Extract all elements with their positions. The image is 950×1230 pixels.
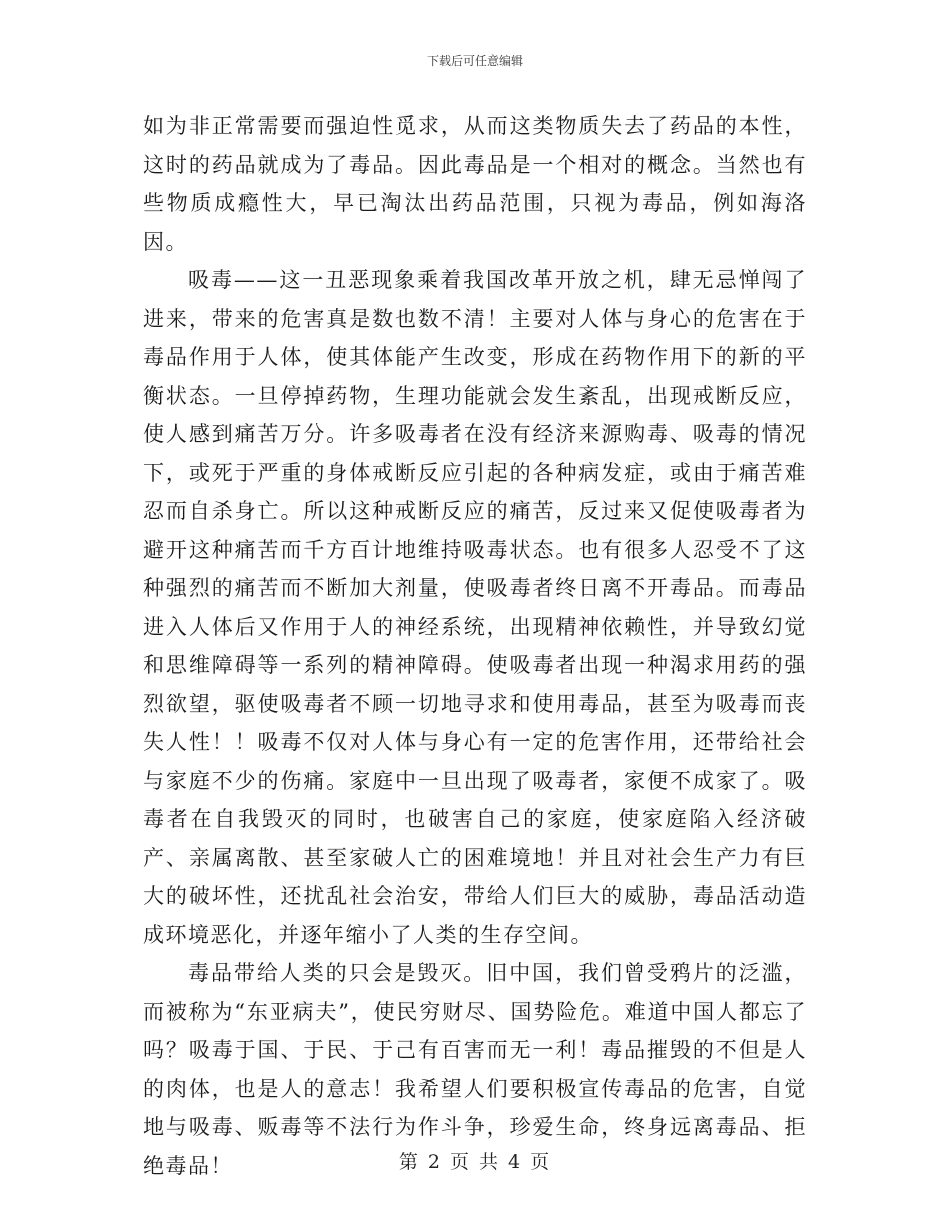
page-number: 第 2 页 共 4 页 <box>398 1151 552 1173</box>
page-header <box>0 53 950 69</box>
header-note: 下载后可任意编辑 <box>426 54 523 68</box>
paragraph-continuation: 如为非正常需要而强迫性觅求，从而这类物质失去了药品的本性，这时的药品就成为了毒品。因此毒品是一个相对的概念。当然也有些物质成瘾性大，早已淘汰出药品范围，只视为毒品，例如海洛因。 <box>143 114 807 254</box>
page-footer <box>0 1150 950 1174</box>
paragraph-drug-harm: 吸毒——这一丑恶现象乘着我国改革开放之机，肆无忌惮闯了进来，带来的危害真是数也数不清！主要对人体与身心的危害在于毒品作用于人体，使其体能产生改变，形成在药物作用下的新的平衡状态。一旦停掉药物，生理功能就会发生紊乱，出现戒断反应，使人感到痛苦万分。许多吸毒者在没有经济来源购毒、吸毒的情况下，或死于严重的身体戒断反应引起的各种病发症，或由于痛苦难忍而自杀身亡。所以这种戒断反应的痛苦，反过来又促使吸毒者为避开这种痛苦而千方百计地维持吸毒状态。也有很多人忍受不了这种强烈的痛苦而不断加大剂量，使吸毒者终日离不开毒品。而毒品进入人体后又作用于人的神经系统，出现精神依赖性，并导致幻觉和思维障碍等一系列的精神障碍。使吸毒者出现一种渴求用药的强烈欲望，驱使吸毒者不顾一切地寻求和使用毒品，甚至为吸毒而丧失人性！！吸毒不仅对人体与身心有一定的危害作用，还带给社会与家庭不少的伤痛。家庭中一旦出现了吸毒者，家便不成家了。吸毒者在自我毁灭的同时，也破害自己的家庭，使家庭陷入经济破产、亲属离散、甚至家破人亡的困难境地！并且对社会生产力有巨大的破坏性，还扰乱社会治安，带给人们巨大的威胁，毒品活动造成环境恶化，并逐年缩小了人类的生存空间。 <box>143 268 807 947</box>
document-body <box>143 107 807 1185</box>
paragraph-conclusion: 毒品带给人类的只会是毁灭。旧中国，我们曾受鸦片的泛滥，而被称为“东亚病夫”，使民穷财尽、国势险危。难道中国人都忘了吗？吸毒于国、于民、于己有百害而无一利！毒品摧毁的不但是人的肉体，也是人的意志！我希望人们要积极宣传毒品的危害，自觉地与吸毒、贩毒等不法行为作斗争，珍爱生命，终身远离毒品、拒绝毒品！ <box>143 961 807 1178</box>
